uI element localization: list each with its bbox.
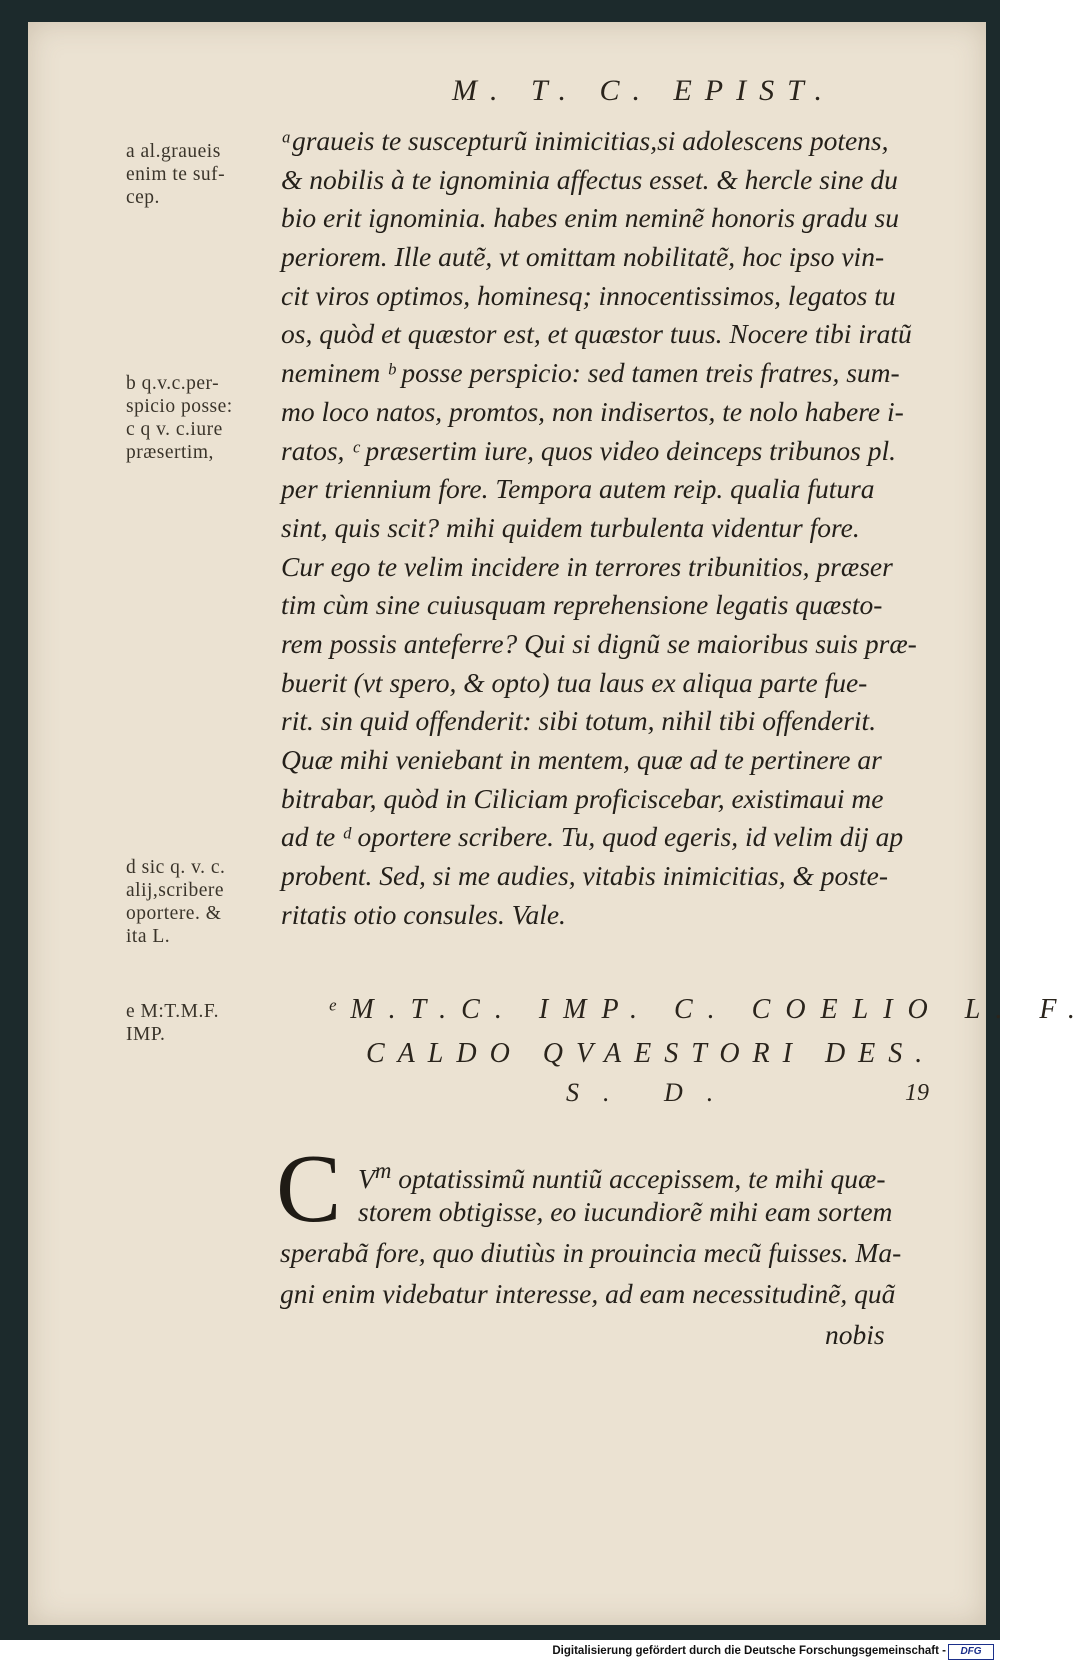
letter-heading-line-2: CALDO QVAESTORI DES.: [366, 1038, 936, 1069]
margin-note-line: spicio posse:: [126, 396, 233, 417]
text-line: mo loco natos, promtos, non indisertos, te nolo habere i-: [281, 395, 904, 427]
drop-capital: C: [276, 1135, 342, 1243]
margin-note-line: ita L.: [126, 926, 171, 947]
running-header: M. T. C. EPIST.: [452, 74, 836, 107]
text-line: $V^m$ optatissimũ nuntiũ accepissem, te mihi quæ-: [358, 1158, 886, 1195]
text-line: periorem. Ille autẽ, vt omittam nobilitatẽ, hoc ipso vin-: [281, 241, 885, 273]
margin-note-line: b q.v.c.per-: [126, 373, 220, 394]
text-line: & nobilis à te ignominia affectus esset. & hercle sine du: [281, 163, 898, 195]
margin-note-line: alij,scribere: [126, 880, 224, 901]
text-line: Quæ mihi veniebant in mentem, quæ ad te pertinere ar: [281, 744, 882, 775]
text-line: bitrabar, quòd in Ciliciam proficiscebar, existimaui me: [281, 782, 884, 814]
text-line: per triennium fore. Tempora autem reip. qualia futura: [281, 473, 875, 505]
text-line: bio erit ignominia. habes enim neminẽ honoris gradu su: [281, 202, 899, 234]
text-line: rit. sin quid offenderit: sibi totum, nihil tibi offenderit.: [281, 705, 877, 737]
text-line: ᵃgraueis te suscepturũ inimicitias,si adolescens potens,: [281, 125, 889, 156]
text-line: os, quòd et quæstor est, et quæstor tuus. Nocere tibi iratũ: [281, 318, 912, 350]
text-line: rem possis anteferre? Qui si dignũ se maioribus suis præ-: [281, 627, 917, 659]
text-line: neminem ᵇ posse perspicio: sed tamen treis fratres, sum-: [281, 357, 900, 389]
margin-note-d: [126, 856, 291, 948]
letter-number: 19: [905, 1080, 929, 1106]
margin-note-line: IMP.: [126, 1024, 166, 1045]
margin-note-e: [126, 1000, 291, 1046]
text-line: gni enim videbatur interesse, ad eam necessitudinẽ, quã: [280, 1278, 896, 1309]
text-line: buerit (vt spero, & opto) tua laus ex aliqua parte fue-: [281, 666, 868, 698]
dfg-logo: DFG: [948, 1644, 994, 1660]
text-line: Cur ego te velim incidere in terrores tribunitios, præser: [281, 550, 893, 582]
text-line: cit viros optimos, hominesq; innocentissimos, legatos tu: [281, 279, 896, 311]
text-line: tim cùm sine cuiusquam reprehensione legatis quæsto-: [281, 589, 883, 621]
margin-note-line: oportere. &: [126, 903, 222, 924]
margin-note-line: d sic q. v. c.: [126, 857, 226, 878]
text-line: sint, quis scit? mihi quidem turbulenta videntur fore.: [281, 511, 860, 543]
margin-note-line: cep.: [126, 187, 160, 208]
digitization-credit: Digitalisierung gefördert durch die Deutsche Forschungsgemeinschaft -: [552, 1645, 946, 1657]
margin-note-line: c q v. c.iure: [126, 419, 223, 440]
text-line: ratos, ᶜ præsertim iure, quos video deinceps tribunos pl.: [281, 434, 897, 466]
letter-body-new: [276, 1135, 940, 1355]
letter-heading-line-3: S. D.: [566, 1078, 738, 1107]
margin-note-line: enim te suf-: [126, 164, 226, 185]
text-line: probent. Sed, si me audies, vitabis inimicitias, & poste-: [281, 860, 888, 892]
text-line: ritatis otio consules. Vale.: [281, 898, 566, 930]
text-line: storem obtigisse, eo iucundiorẽ mihi eam sortem: [358, 1196, 893, 1227]
letter-body-previous: [281, 122, 929, 934]
margin-note-line: a al.graueis: [126, 141, 221, 162]
margin-note-line: præsertim,: [126, 442, 214, 463]
margin-note-line: e M:T.M.F.: [126, 1001, 219, 1022]
margin-note-b: [126, 372, 291, 464]
margin-note-a: [126, 140, 291, 209]
catchword: nobis: [825, 1319, 885, 1350]
text-line: sperabã fore, quo diutiùs in prouincia mecũ fuisses. Ma-: [280, 1237, 902, 1268]
letter-heading-line-1: ᵉM.T.C. IMP. C. COELIO L. F.: [328, 994, 1090, 1025]
text-line: ad te ᵈ oportere scribere. Tu, quod egeris, id velim dij ap: [281, 821, 904, 853]
